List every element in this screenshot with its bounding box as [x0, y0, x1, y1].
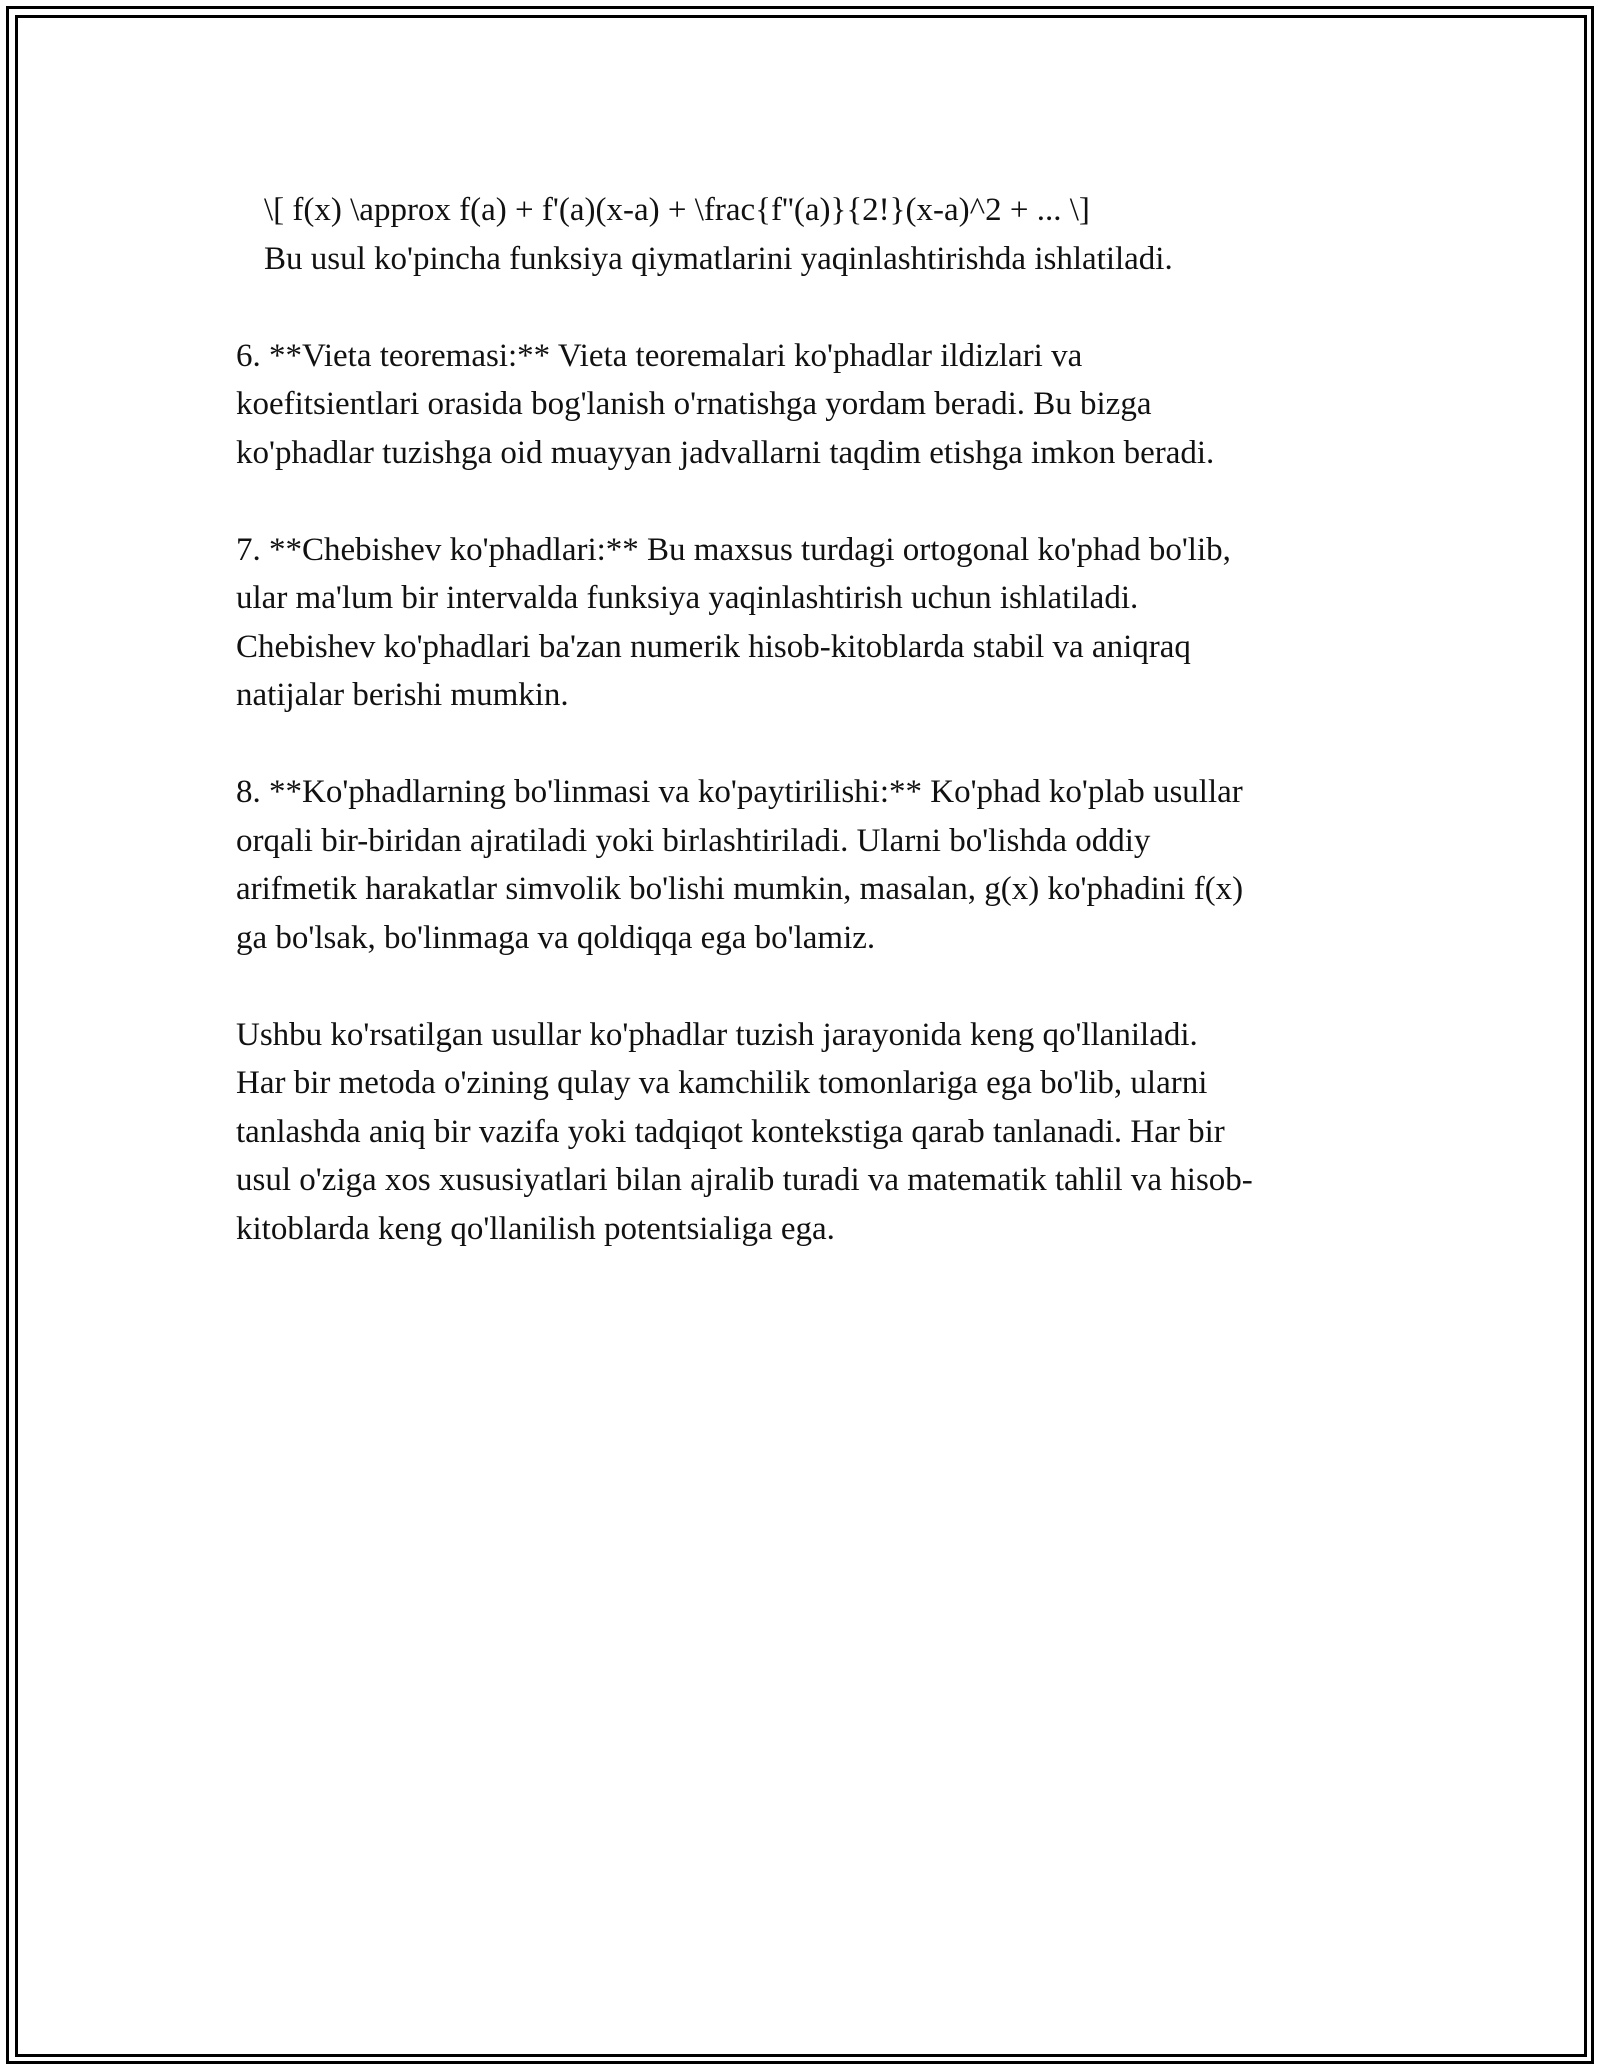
paragraph-gap: [236, 962, 1396, 1011]
taylor-formula: \[ f(x) \approx f(a) + f'(a)(x-a) + \frac{f''(a)}{2!}(x-a)^2 + ... \]: [264, 192, 1090, 228]
paragraph-gap: [236, 720, 1396, 769]
item-8-line: orqali bir-biridan ajratiladi yoki birlashtiriladi. Ularni bo'lishda oddiy: [236, 822, 1151, 859]
item-7-chebyshev: [236, 526, 1396, 720]
conclusion-line: usul o'ziga xos xususiyatlari bilan ajralib turadi va matematik tahlil va hisob-: [236, 1162, 1253, 1198]
document-body: [236, 186, 1396, 1253]
item-7-line: 7. **Chebishev ko'phadlari:** Bu maxsus turdagi ortogonal ko'phad bo'lib,: [236, 531, 1231, 568]
item-8-line: 8. **Ko'phadlarning bo'linmasi va ko'paytirilishi:** Ko'phad ko'plab usullar: [236, 774, 1243, 810]
item-6-vieta: [236, 332, 1396, 478]
item-6-line: koefitsientlari orasida bog'lanish o'rnatishga yordam beradi. Bu bizga: [236, 386, 1152, 422]
conclusion-paragraph: [236, 1011, 1396, 1254]
item-7-line: Chebishev ko'phadlari ba'zan numerik hisob-kitoblarda stabil va aniqraq: [236, 628, 1191, 665]
paragraph-gap: [236, 283, 1396, 332]
item-7-line: natijalar berishi mumkin.: [236, 677, 569, 713]
item-8-division-multiplication: [236, 768, 1396, 962]
item-7-line: ular ma'lum bir intervalda funksiya yaqinlashtirish uchun ishlatiladi.: [236, 580, 1139, 616]
paragraph-gap: [236, 477, 1396, 526]
conclusion-line: Ushbu ko'rsatilgan usullar ko'phadlar tuzish jarayonida keng qo'llaniladi.: [236, 1016, 1198, 1053]
item-6-line: 6. **Vieta teoremasi:** Vieta teoremalari ko'phadlar ildizlari va: [236, 337, 1083, 374]
formula-note: Bu usul ko'pincha funksiya qiymatlarini yaqinlashtirishda ishlatiladi.: [264, 240, 1173, 277]
item-8-line: arifmetik harakatlar simvolik bo'lishi mumkin, masalan, g(x) ko'phadini f(x): [236, 871, 1244, 907]
conclusion-line: kitoblarda keng qo'llanilish potentsialiga ega.: [236, 1210, 835, 1247]
formula-block: [236, 186, 1396, 283]
conclusion-line: Har bir metoda o'zining qulay va kamchilik tomonlariga ega bo'lib, ularni: [236, 1065, 1208, 1101]
conclusion-line: tanlashda aniq bir vazifa yoki tadqiqot kontekstiga qarab tanlanadi. Har bir: [236, 1113, 1225, 1150]
item-6-line: ko'phadlar tuzishga oid muayyan jadvallarni taqdim etishga imkon beradi.: [236, 434, 1215, 471]
item-8-line: ga bo'lsak, bo'linmaga va qoldiqqa ega bo'lamiz.: [236, 919, 876, 956]
